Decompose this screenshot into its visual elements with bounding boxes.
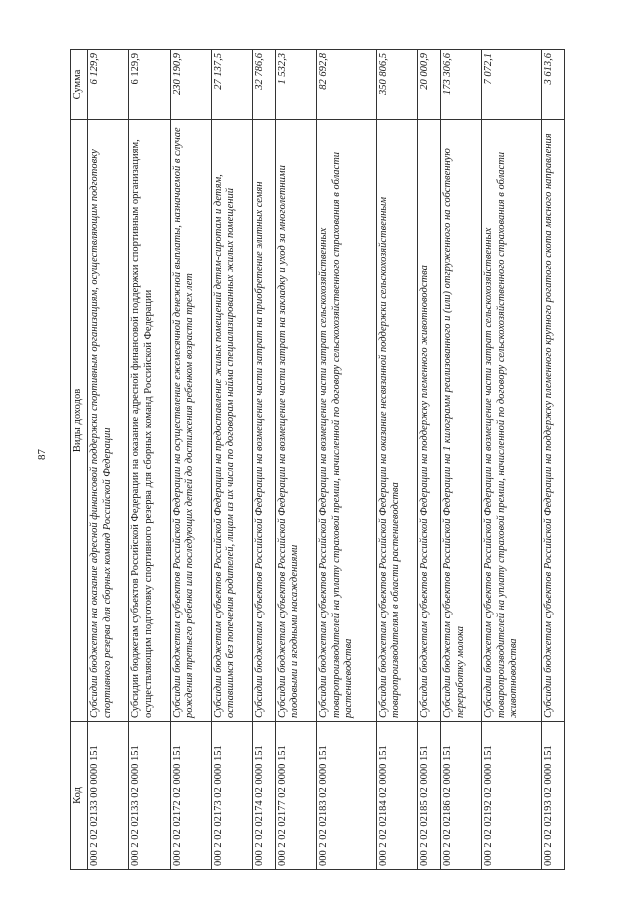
- table-row: [170, 50, 211, 870]
- table-header-row: [71, 50, 88, 870]
- row-revenue-type: Субсидии бюджетам субъектов Российской Федерации на поддержку племенного животноводства: [418, 120, 441, 722]
- table-row: [441, 50, 482, 870]
- row-sum: 230 190,9: [170, 50, 211, 120]
- row-sum: 27 137,5: [211, 50, 252, 120]
- revenue-table: [70, 49, 565, 870]
- row-sum: 3 613,6: [542, 50, 565, 120]
- row-code: 000 2 02 02192 02 0000 151: [482, 722, 542, 870]
- row-revenue-type: Субсидии бюджетам субъектов Российской Федерации на возмещение части затрат на закладку и уход за многолетними плодовыми и ягодными насаждениями: [275, 120, 316, 722]
- row-sum: 173 306,6: [441, 50, 482, 120]
- row-revenue-type: Субсидии бюджетам субъектов Российской Федерации на поддержку племенного крупного рогатого скота мясного направления: [542, 120, 565, 722]
- row-revenue-type: Субсидии бюджетам субъектов Российской Федерации на возмещение части затрат на приобретение элитных семян: [253, 120, 276, 722]
- table-row: [253, 50, 276, 870]
- page-number: 87: [36, 449, 48, 460]
- table-row: [317, 50, 377, 870]
- header-sum: Сумма: [71, 50, 88, 120]
- table-row: [129, 50, 170, 870]
- row-sum: 6 129,9: [88, 50, 129, 120]
- row-sum: 350 806,5: [376, 50, 417, 120]
- table-row: [88, 50, 129, 870]
- row-revenue-type: Субсидии бюджетам субъектов Российской Федерации на предоставление жилых помещений детям-сиротам и детям, оставшимся без попечения родителей, лицам из их числа по договорам найма специализированных жилых помещений: [211, 120, 252, 722]
- row-sum: 1 532,3: [275, 50, 316, 120]
- row-revenue-type: Субсидии бюджетам субъектов Российской Федерации на оказание несвязанной поддержки сельскохозяйственным товаропроизводителям в области растениеводства: [376, 120, 417, 722]
- header-code: Код: [71, 722, 88, 870]
- row-code: 000 2 02 02184 02 0000 151: [376, 722, 417, 870]
- row-sum: 7 072,1: [482, 50, 542, 120]
- header-revenue-type: Виды доходов: [71, 120, 88, 722]
- row-sum: 82 692,8: [317, 50, 377, 120]
- table-row: [376, 50, 417, 870]
- row-code: 000 2 02 02177 02 0000 151: [275, 722, 316, 870]
- row-revenue-type: Субсидии бюджетам субъектов Российской Федерации на осуществление ежемесячной денежной выплаты, назначаемой в случае рождения третьего ребенка или последующих детей до достижения ребенком возраста трех лет: [170, 120, 211, 722]
- row-code: 000 2 02 02173 02 0000 151: [211, 722, 252, 870]
- table-row: [542, 50, 565, 870]
- row-code: 000 2 02 02133 00 0000 151: [88, 722, 129, 870]
- table-row: [275, 50, 316, 870]
- table-row: [211, 50, 252, 870]
- row-revenue-type: Субсидии бюджетам субъектов Российской Федерации на возмещение части затрат сельскохозяйственных товаропроизводителей на уплату страховой премии, начисленной по договору сельскохозяйственного страхования в области животноводства: [482, 120, 542, 722]
- row-code: 000 2 02 02183 02 0000 151: [317, 722, 377, 870]
- row-revenue-type: Субсидии бюджетам субъектов Российской Федерации на возмещение части затрат сельскохозяйственных товаропроизводителей на уплату страховой премии, начисленной по договору сельскохозяйственного страхования в области растениеводства: [317, 120, 377, 722]
- row-code: 000 2 02 02133 02 0000 151: [129, 722, 170, 870]
- row-code: 000 2 02 02174 02 0000 151: [253, 722, 276, 870]
- row-revenue-type: Субсидии бюджетам субъектов Российской Федерации на 1 килограмм реализованного и (или) отгруженного на собственную переработку молока: [441, 120, 482, 722]
- row-sum: 32 786,6: [253, 50, 276, 120]
- table-row: [418, 50, 441, 870]
- row-sum: 6 129,9: [129, 50, 170, 120]
- row-revenue-type: Субсидии бюджетам на оказание адресной финансовой поддержки спортивным организациям, осуществляющим подготовку спортивного резерва для сборных команд Российской Федерации: [88, 120, 129, 722]
- row-code: 000 2 02 02172 02 0000 151: [170, 722, 211, 870]
- row-code: 000 2 02 02193 02 0000 151: [542, 722, 565, 870]
- row-code: 000 2 02 02185 02 0000 151: [418, 722, 441, 870]
- row-code: 000 2 02 02186 02 0000 151: [441, 722, 482, 870]
- table-row: [482, 50, 542, 870]
- row-revenue-type: Субсидии бюджетам субъектов Российской Федерации на оказание адресной финансовой поддержки спортивным организациям, осуществляющим подготовку спортивного резерва для сборных команд Российской Федерации: [129, 120, 170, 722]
- revenue-table-container: [70, 50, 565, 870]
- row-sum: 20 000,9: [418, 50, 441, 120]
